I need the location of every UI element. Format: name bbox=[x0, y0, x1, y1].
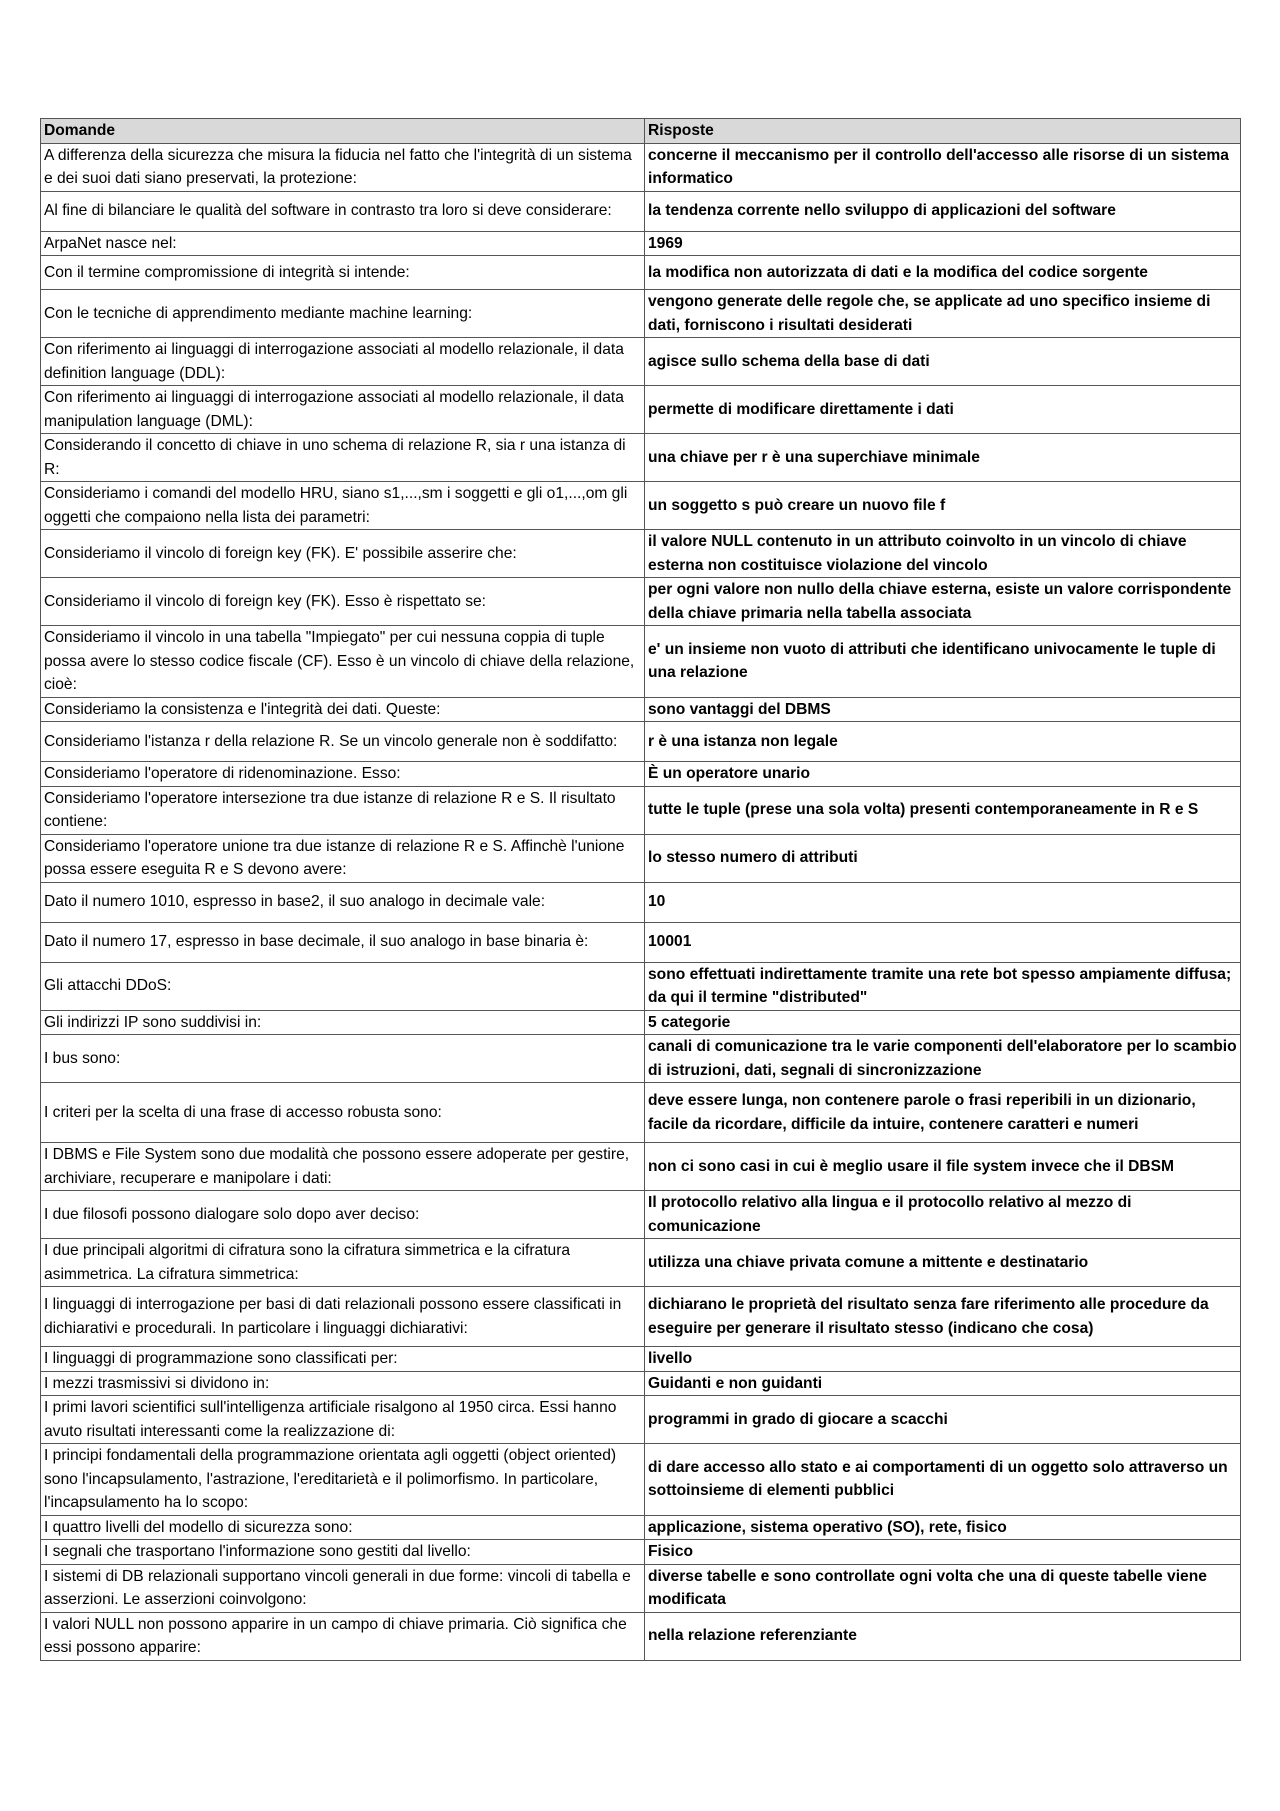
table-row bbox=[41, 530, 1241, 578]
question-cell: I mezzi trasmissivi si dividono in: bbox=[41, 1371, 645, 1396]
answer-cell: È un operatore unario bbox=[645, 762, 1241, 787]
table-row bbox=[41, 191, 1241, 231]
table-row bbox=[41, 722, 1241, 762]
table-body bbox=[41, 143, 1241, 1660]
answer-cell: r è una istanza non legale bbox=[645, 722, 1241, 762]
question-cell: A differenza della sicurezza che misura la fiducia nel fatto che l'integrità di un sistema e dei suoi dati siano preservati, la protezione: bbox=[41, 143, 645, 191]
question-cell: I valori NULL non possono apparire in un campo di chiave primaria. Ciò significa che essi possono apparire: bbox=[41, 1612, 645, 1660]
table-row bbox=[41, 231, 1241, 256]
answer-cell: canali di comunicazione tra le varie componenti dell'elaboratore per lo scambio di istruzioni, dati, segnali di sincronizzazione bbox=[645, 1035, 1241, 1083]
question-cell: Considerando il concetto di chiave in uno schema di relazione R, sia r una istanza di R: bbox=[41, 434, 645, 482]
question-cell: ArpaNet nasce nel: bbox=[41, 231, 645, 256]
table-row bbox=[41, 962, 1241, 1010]
table-row bbox=[41, 1612, 1241, 1660]
table-row bbox=[41, 143, 1241, 191]
question-cell: I due principali algoritmi di cifratura sono la cifratura simmetrica e la cifratura asimmetrica. La cifratura simmetrica: bbox=[41, 1239, 645, 1287]
answer-cell: diverse tabelle e sono controllate ogni volta che una di queste tabelle viene modificata bbox=[645, 1564, 1241, 1612]
table-row bbox=[41, 434, 1241, 482]
table-row bbox=[41, 1010, 1241, 1035]
table-row bbox=[41, 1287, 1241, 1347]
table-row bbox=[41, 1396, 1241, 1444]
answer-cell: agisce sullo schema della base di dati bbox=[645, 338, 1241, 386]
table-row bbox=[41, 1347, 1241, 1372]
answer-cell: 5 categorie bbox=[645, 1010, 1241, 1035]
question-cell: Gli indirizzi IP sono suddivisi in: bbox=[41, 1010, 645, 1035]
answer-cell: una chiave per r è una superchiave minimale bbox=[645, 434, 1241, 482]
table-row bbox=[41, 1540, 1241, 1565]
question-cell: I principi fondamentali della programmazione orientata agli oggetti (object oriented) sono l'incapsulamento, l'astrazione, l'ereditarietà e il polimorfismo. In particolare, l'incapsulamento ha lo scopo: bbox=[41, 1444, 645, 1516]
answer-cell: livello bbox=[645, 1347, 1241, 1372]
answer-cell: lo stesso numero di attributi bbox=[645, 834, 1241, 882]
question-cell: Consideriamo il vincolo di foreign key (FK). E' possibile asserire che: bbox=[41, 530, 645, 578]
answer-cell: applicazione, sistema operativo (SO), rete, fisico bbox=[645, 1515, 1241, 1540]
table-row bbox=[41, 1564, 1241, 1612]
table-row bbox=[41, 834, 1241, 882]
answer-cell: di dare accesso allo stato e ai comportamenti di un oggetto solo attraverso un sottoinsieme di elementi pubblici bbox=[645, 1444, 1241, 1516]
question-cell: Consideriamo l'operatore di ridenominazione. Esso: bbox=[41, 762, 645, 787]
table-row bbox=[41, 256, 1241, 290]
answer-cell: utilizza una chiave privata comune a mittente e destinatario bbox=[645, 1239, 1241, 1287]
answer-cell: programmi in grado di giocare a scacchi bbox=[645, 1396, 1241, 1444]
answer-cell: 10 bbox=[645, 882, 1241, 922]
question-cell: I DBMS e File System sono due modalità che possono essere adoperate per gestire, archiviare, recuperare e manipolare i dati: bbox=[41, 1143, 645, 1191]
question-cell: I quattro livelli del modello di sicurezza sono: bbox=[41, 1515, 645, 1540]
question-cell: Consideriamo il vincolo di foreign key (FK). Esso è rispettato se: bbox=[41, 578, 645, 626]
answer-cell: vengono generate delle regole che, se applicate ad uno specifico insieme di dati, forniscono i risultati desiderati bbox=[645, 290, 1241, 338]
answer-cell: dichiarano le proprietà del risultato senza fare riferimento alle procedure da eseguire per generare il risultato stesso (indicano che cosa) bbox=[645, 1287, 1241, 1347]
header-question: Domande bbox=[41, 119, 645, 144]
question-cell: Con riferimento ai linguaggi di interrogazione associati al modello relazionale, il data manipulation language (DML): bbox=[41, 386, 645, 434]
answer-cell: la tendenza corrente nello sviluppo di applicazioni del software bbox=[645, 191, 1241, 231]
answer-cell: per ogni valore non nullo della chiave esterna, esiste un valore corrispondente della chiave primaria nella tabella associata bbox=[645, 578, 1241, 626]
table-row bbox=[41, 882, 1241, 922]
answer-cell: Fisico bbox=[645, 1540, 1241, 1565]
answer-cell: la modifica non autorizzata di dati e la modifica del codice sorgente bbox=[645, 256, 1241, 290]
question-cell: Dato il numero 1010, espresso in base2, il suo analogo in decimale vale: bbox=[41, 882, 645, 922]
answer-cell: sono vantaggi del DBMS bbox=[645, 697, 1241, 722]
answer-cell: concerne il meccanismo per il controllo dell'accesso alle risorse di un sistema informatico bbox=[645, 143, 1241, 191]
table-row bbox=[41, 386, 1241, 434]
table-row bbox=[41, 922, 1241, 962]
table-row bbox=[41, 1191, 1241, 1239]
qa-table bbox=[40, 118, 1241, 1661]
question-cell: Consideriamo l'operatore intersezione tra due istanze di relazione R e S. Il risultato contiene: bbox=[41, 786, 645, 834]
table-row bbox=[41, 1515, 1241, 1540]
question-cell: Consideriamo il vincolo in una tabella "Impiegato" per cui nessuna coppia di tuple possa avere lo stesso codice fiscale (CF). Esso è un vincolo di chiave della relazione, cioè: bbox=[41, 626, 645, 698]
answer-cell: non ci sono casi in cui è meglio usare il file system invece che il DBSM bbox=[645, 1143, 1241, 1191]
answer-cell: un soggetto s può creare un nuovo file f bbox=[645, 482, 1241, 530]
question-cell: I criteri per la scelta di una frase di accesso robusta sono: bbox=[41, 1083, 645, 1143]
table-row bbox=[41, 578, 1241, 626]
question-cell: Con il termine compromissione di integrità si intende: bbox=[41, 256, 645, 290]
table-row bbox=[41, 1371, 1241, 1396]
answer-cell: nella relazione referenziante bbox=[645, 1612, 1241, 1660]
question-cell: Gli attacchi DDoS: bbox=[41, 962, 645, 1010]
answer-cell: deve essere lunga, non contenere parole o frasi reperibili in un dizionario, facile da ricordare, difficile da intuire, contenere caratteri e numeri bbox=[645, 1083, 1241, 1143]
question-cell: Al fine di bilanciare le qualità del software in contrasto tra loro si deve considerare: bbox=[41, 191, 645, 231]
table-row bbox=[41, 1444, 1241, 1516]
answer-cell: 1969 bbox=[645, 231, 1241, 256]
question-cell: Consideriamo i comandi del modello HRU, siano s1,...,sm i soggetti e gli o1,...,om gli oggetti che compaiono nella lista dei parametri: bbox=[41, 482, 645, 530]
table-row bbox=[41, 786, 1241, 834]
question-cell: I segnali che trasportano l'informazione sono gestiti dal livello: bbox=[41, 1540, 645, 1565]
answer-cell: e' un insieme non vuoto di attributi che identificano univocamente le tuple di una relazione bbox=[645, 626, 1241, 698]
question-cell: Consideriamo la consistenza e l'integrità dei dati. Queste: bbox=[41, 697, 645, 722]
answer-cell: il valore NULL contenuto in un attributo coinvolto in un vincolo di chiave esterna non costituisce violazione del vincolo bbox=[645, 530, 1241, 578]
answer-cell: sono effettuati indirettamente tramite una rete bot spesso ampiamente diffusa; da qui il termine "distributed" bbox=[645, 962, 1241, 1010]
table-row bbox=[41, 1143, 1241, 1191]
answer-cell: 10001 bbox=[645, 922, 1241, 962]
question-cell: I bus sono: bbox=[41, 1035, 645, 1083]
table-row bbox=[41, 338, 1241, 386]
question-cell: Consideriamo l'operatore unione tra due istanze di relazione R e S. Affinchè l'unione possa essere eseguita R e S devono avere: bbox=[41, 834, 645, 882]
question-cell: Con le tecniche di apprendimento mediante machine learning: bbox=[41, 290, 645, 338]
table-row bbox=[41, 482, 1241, 530]
table-row bbox=[41, 1239, 1241, 1287]
question-cell: Con riferimento ai linguaggi di interrogazione associati al modello relazionale, il data definition language (DDL): bbox=[41, 338, 645, 386]
question-cell: I linguaggi di interrogazione per basi di dati relazionali possono essere classificati in dichiarativi e procedurali. In particolare i linguaggi dichiarativi: bbox=[41, 1287, 645, 1347]
table-row bbox=[41, 762, 1241, 787]
question-cell: I linguaggi di programmazione sono classificati per: bbox=[41, 1347, 645, 1372]
answer-cell: Il protocollo relativo alla lingua e il protocollo relativo al mezzo di comunicazione bbox=[645, 1191, 1241, 1239]
question-cell: Dato il numero 17, espresso in base decimale, il suo analogo in base binaria è: bbox=[41, 922, 645, 962]
table-row bbox=[41, 697, 1241, 722]
header-answer: Risposte bbox=[645, 119, 1241, 144]
question-cell: I primi lavori scientifici sull'intelligenza artificiale risalgono al 1950 circa. Essi hanno avuto risultati interessanti come la realizzazione di: bbox=[41, 1396, 645, 1444]
answer-cell: tutte le tuple (prese una sola volta) presenti contemporaneamente in R e S bbox=[645, 786, 1241, 834]
question-cell: I due filosofi possono dialogare solo dopo aver deciso: bbox=[41, 1191, 645, 1239]
answer-cell: permette di modificare direttamente i dati bbox=[645, 386, 1241, 434]
table-row bbox=[41, 290, 1241, 338]
answer-cell: Guidanti e non guidanti bbox=[645, 1371, 1241, 1396]
question-cell: Consideriamo l'istanza r della relazione R. Se un vincolo generale non è soddifatto: bbox=[41, 722, 645, 762]
header-row bbox=[41, 119, 1241, 144]
qa-sheet bbox=[40, 118, 1240, 1661]
table-row bbox=[41, 1035, 1241, 1083]
table-row bbox=[41, 626, 1241, 698]
table-row bbox=[41, 1083, 1241, 1143]
question-cell: I sistemi di DB relazionali supportano vincoli generali in due forme: vincoli di tabella e asserzioni. Le asserzioni coinvolgono: bbox=[41, 1564, 645, 1612]
